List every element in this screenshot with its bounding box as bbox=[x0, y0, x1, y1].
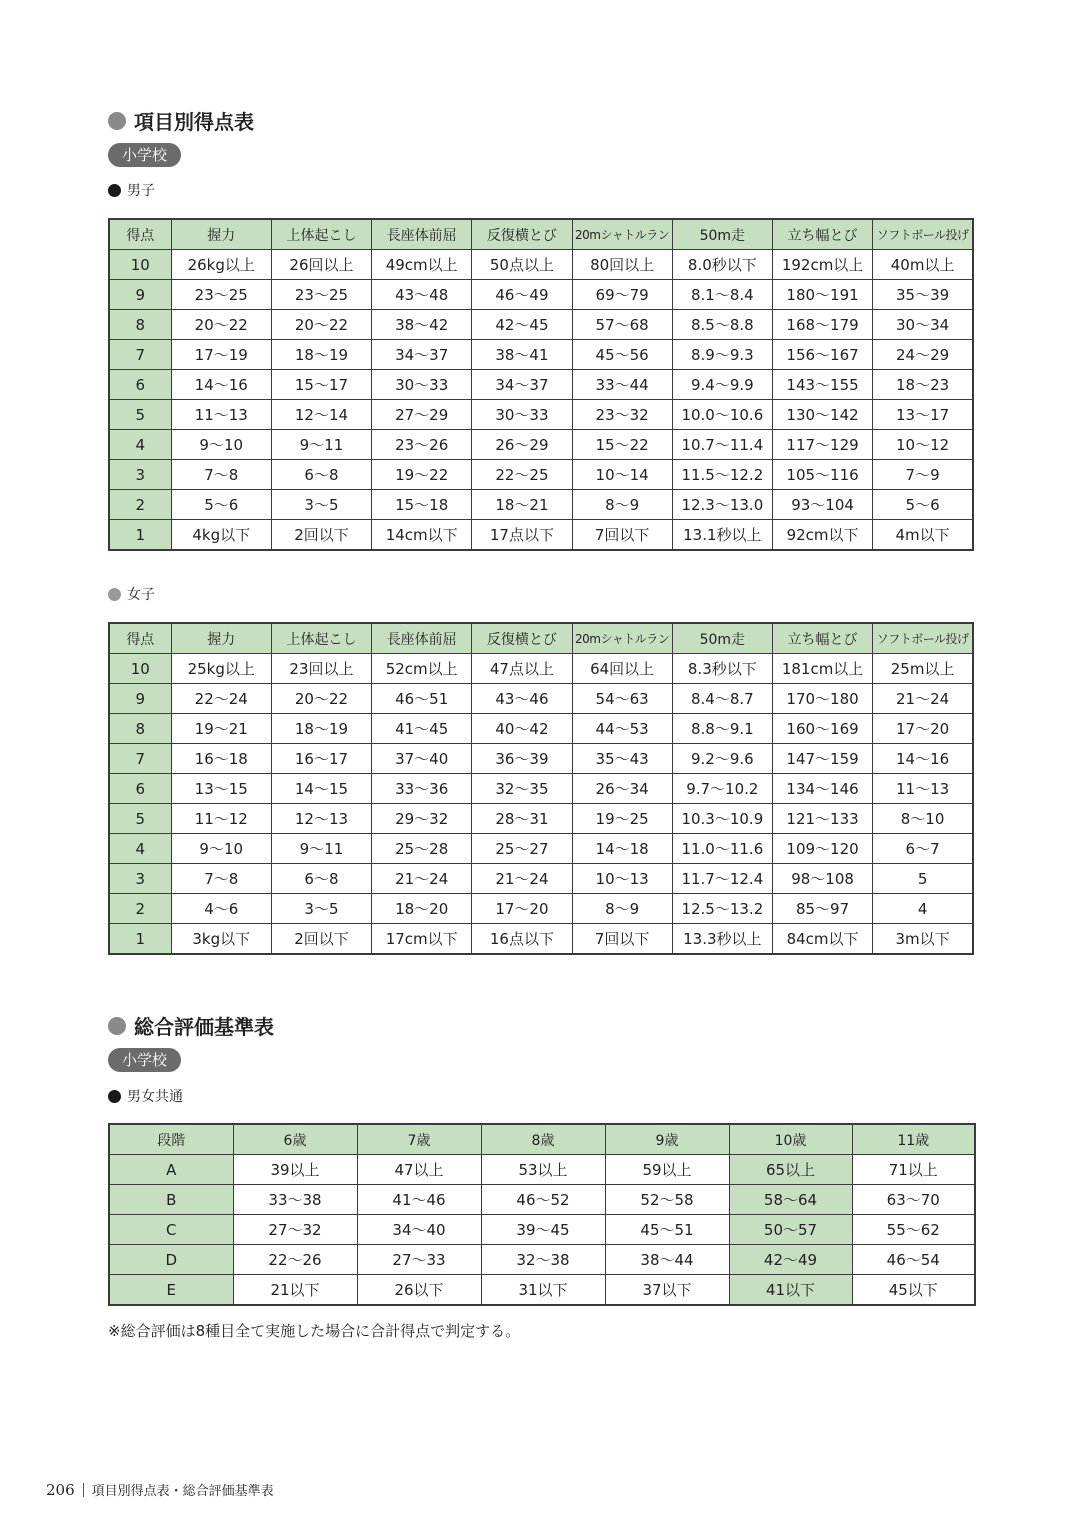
table-cell: 8〜10 bbox=[873, 804, 973, 834]
bullet-icon bbox=[108, 1090, 121, 1103]
row-label-cell: 7 bbox=[109, 744, 171, 774]
table-cell: 17点以下 bbox=[472, 520, 572, 551]
table-cell: 35〜39 bbox=[873, 280, 973, 310]
row-label-cell: 6 bbox=[109, 774, 171, 804]
row-label-cell: 4 bbox=[109, 834, 171, 864]
table-row bbox=[109, 520, 973, 551]
table-cell: 9.4〜9.9 bbox=[672, 370, 772, 400]
row-label-cell: 5 bbox=[109, 804, 171, 834]
bullet-icon bbox=[108, 588, 121, 601]
header-cell: 握力 bbox=[171, 219, 271, 250]
table-cell: 69〜79 bbox=[572, 280, 672, 310]
table-cell: 71以上 bbox=[852, 1155, 975, 1185]
header-cell: ソフトボール投げ bbox=[873, 219, 973, 250]
header-cell: 9歳 bbox=[605, 1124, 729, 1155]
table-row bbox=[109, 400, 973, 430]
row-label-cell: 3 bbox=[109, 864, 171, 894]
girls-label-text: 女子 bbox=[127, 587, 155, 603]
header-cell: 立ち幅とび bbox=[772, 219, 872, 250]
table-cell: 80回以上 bbox=[572, 250, 672, 280]
evaluation-table bbox=[108, 1123, 976, 1306]
table-cell: 36〜39 bbox=[472, 744, 572, 774]
table-row bbox=[109, 370, 973, 400]
table-cell: 30〜34 bbox=[873, 310, 973, 340]
girls-score-table bbox=[108, 622, 974, 955]
table-cell: 2回以下 bbox=[271, 520, 371, 551]
table-row bbox=[109, 834, 973, 864]
table-cell: 21〜24 bbox=[372, 864, 472, 894]
table-cell: 25〜28 bbox=[372, 834, 472, 864]
table-cell: 42〜45 bbox=[472, 310, 572, 340]
table-cell: 147〜159 bbox=[772, 744, 872, 774]
table-cell: 180〜191 bbox=[772, 280, 872, 310]
header-cell: ソフトボール投げ bbox=[873, 623, 973, 654]
table-cell: 27〜29 bbox=[372, 400, 472, 430]
table-cell: 64回以上 bbox=[572, 654, 672, 684]
table-cell: 21〜24 bbox=[873, 684, 973, 714]
table-cell: 46〜51 bbox=[372, 684, 472, 714]
header-cell: 11歳 bbox=[852, 1124, 975, 1155]
table-cell: 5〜6 bbox=[171, 490, 271, 520]
table-cell: 3m以下 bbox=[873, 924, 973, 955]
table-cell: 192cm以上 bbox=[772, 250, 872, 280]
section-title-evaluation bbox=[108, 1011, 274, 1040]
table-cell: 7〜9 bbox=[873, 460, 973, 490]
row-label-cell: 8 bbox=[109, 310, 171, 340]
table-cell: 13〜17 bbox=[873, 400, 973, 430]
boys-score-table bbox=[108, 218, 974, 551]
table-cell: 50点以上 bbox=[472, 250, 572, 280]
table-cell: 8.5〜8.8 bbox=[672, 310, 772, 340]
table-cell: 98〜108 bbox=[772, 864, 872, 894]
table-cell: 50〜57 bbox=[729, 1215, 852, 1245]
table-cell: 23〜25 bbox=[171, 280, 271, 310]
table-cell: 30〜33 bbox=[372, 370, 472, 400]
table-cell: 5〜6 bbox=[873, 490, 973, 520]
table-cell: 47点以上 bbox=[472, 654, 572, 684]
table-cell: 30〜33 bbox=[472, 400, 572, 430]
table-cell: 24〜29 bbox=[873, 340, 973, 370]
table-cell: 7回以下 bbox=[572, 520, 672, 551]
table-cell: 11〜13 bbox=[873, 774, 973, 804]
table-cell: 7〜8 bbox=[171, 864, 271, 894]
school-badge: 小学校 bbox=[108, 143, 181, 167]
table-cell: 19〜21 bbox=[171, 714, 271, 744]
table-cell: 28〜31 bbox=[472, 804, 572, 834]
table-cell: 10.7〜11.4 bbox=[672, 430, 772, 460]
table-row bbox=[109, 430, 973, 460]
table-cell: 46〜49 bbox=[472, 280, 572, 310]
boys-label-text: 男子 bbox=[127, 183, 155, 199]
header-cell: 50m走 bbox=[672, 623, 772, 654]
table-header-row bbox=[109, 1124, 975, 1155]
table-cell: 11.5〜12.2 bbox=[672, 460, 772, 490]
table-cell: 58〜64 bbox=[729, 1185, 852, 1215]
table-cell: 23〜26 bbox=[372, 430, 472, 460]
section-title-scores bbox=[108, 106, 254, 135]
table-cell: 3kg以下 bbox=[171, 924, 271, 955]
table-row bbox=[109, 250, 973, 280]
table-cell: 46〜54 bbox=[852, 1245, 975, 1275]
table-cell: 10.0〜10.6 bbox=[672, 400, 772, 430]
table-cell: 40m以上 bbox=[873, 250, 973, 280]
table-cell: 168〜179 bbox=[772, 310, 872, 340]
table-cell: 143〜155 bbox=[772, 370, 872, 400]
table-cell: 9〜10 bbox=[171, 834, 271, 864]
table-cell: 14〜18 bbox=[572, 834, 672, 864]
table-cell: 12.3〜13.0 bbox=[672, 490, 772, 520]
header-cell: 段階 bbox=[109, 1124, 233, 1155]
table-cell: 134〜146 bbox=[772, 774, 872, 804]
table-cell: 19〜22 bbox=[372, 460, 472, 490]
table-cell: 57〜68 bbox=[572, 310, 672, 340]
table-cell: 22〜26 bbox=[233, 1245, 357, 1275]
header-cell: 7歳 bbox=[357, 1124, 481, 1155]
header-cell: 得点 bbox=[109, 219, 171, 250]
table-cell: 14〜16 bbox=[873, 744, 973, 774]
header-cell: 立ち幅とび bbox=[772, 623, 872, 654]
table-cell: 22〜24 bbox=[171, 684, 271, 714]
table-cell: 20〜22 bbox=[271, 310, 371, 340]
table-cell: 8.0秒以下 bbox=[672, 250, 772, 280]
table-cell: 23〜25 bbox=[271, 280, 371, 310]
table-row bbox=[109, 684, 973, 714]
table-cell: 32〜38 bbox=[481, 1245, 605, 1275]
table-cell: 37以下 bbox=[605, 1275, 729, 1306]
header-cell: 10歳 bbox=[729, 1124, 852, 1155]
table-cell: 8.3秒以下 bbox=[672, 654, 772, 684]
table-cell: 3〜5 bbox=[271, 894, 371, 924]
table-cell: 25m以上 bbox=[873, 654, 973, 684]
table-cell: 130〜142 bbox=[772, 400, 872, 430]
table-cell: 13.3秒以上 bbox=[672, 924, 772, 955]
table-cell: 22〜25 bbox=[472, 460, 572, 490]
table-cell: 33〜44 bbox=[572, 370, 672, 400]
table-cell: 160〜169 bbox=[772, 714, 872, 744]
table-cell: 26〜29 bbox=[472, 430, 572, 460]
table-cell: 46〜52 bbox=[481, 1185, 605, 1215]
table-cell: 29〜32 bbox=[372, 804, 472, 834]
table-cell: 12〜14 bbox=[271, 400, 371, 430]
bullet-icon bbox=[108, 1017, 126, 1035]
table-row bbox=[109, 894, 973, 924]
table-cell: 8.9〜9.3 bbox=[672, 340, 772, 370]
table-cell: 27〜33 bbox=[357, 1245, 481, 1275]
table-row bbox=[109, 1215, 975, 1245]
table-cell: 9〜10 bbox=[171, 430, 271, 460]
row-label-cell: 7 bbox=[109, 340, 171, 370]
header-cell: 長座体前屈 bbox=[372, 219, 472, 250]
table-row bbox=[109, 1185, 975, 1215]
header-cell: 上体起こし bbox=[271, 219, 371, 250]
row-label-cell: 10 bbox=[109, 250, 171, 280]
table-row bbox=[109, 1275, 975, 1306]
table-cell: 84cm以下 bbox=[772, 924, 872, 955]
header-cell: 上体起こし bbox=[271, 623, 371, 654]
table-cell: 9〜11 bbox=[271, 834, 371, 864]
table-cell: 4m以下 bbox=[873, 520, 973, 551]
table-cell: 21〜24 bbox=[472, 864, 572, 894]
bullet-icon bbox=[108, 184, 121, 197]
table-cell: 65以上 bbox=[729, 1155, 852, 1185]
table-cell: 44〜53 bbox=[572, 714, 672, 744]
table-cell: 92cm以下 bbox=[772, 520, 872, 551]
table-cell: 52〜58 bbox=[605, 1185, 729, 1215]
table-cell: 7回以下 bbox=[572, 924, 672, 955]
table-cell: 85〜97 bbox=[772, 894, 872, 924]
table-row bbox=[109, 774, 973, 804]
table-cell: 8.8〜9.1 bbox=[672, 714, 772, 744]
table-cell: 170〜180 bbox=[772, 684, 872, 714]
table-cell: 8〜9 bbox=[572, 894, 672, 924]
table-cell: 14〜15 bbox=[271, 774, 371, 804]
table-cell: 52cm以上 bbox=[372, 654, 472, 684]
table-cell: 42〜49 bbox=[729, 1245, 852, 1275]
row-label-cell: 2 bbox=[109, 490, 171, 520]
table-cell: 10〜13 bbox=[572, 864, 672, 894]
table-cell: 33〜38 bbox=[233, 1185, 357, 1215]
table-cell: 9.7〜10.2 bbox=[672, 774, 772, 804]
footer-title: 項目別得点表・総合評価基準表 bbox=[91, 1484, 274, 1499]
table-cell: 15〜18 bbox=[372, 490, 472, 520]
row-label-cell: B bbox=[109, 1185, 233, 1215]
table-cell: 17cm以下 bbox=[372, 924, 472, 955]
table-cell: 12〜13 bbox=[271, 804, 371, 834]
table-row bbox=[109, 340, 973, 370]
header-cell: 8歳 bbox=[481, 1124, 605, 1155]
table-cell: 34〜37 bbox=[472, 370, 572, 400]
table-row bbox=[109, 714, 973, 744]
table-cell: 40〜42 bbox=[472, 714, 572, 744]
table-cell: 13.1秒以上 bbox=[672, 520, 772, 551]
table-cell: 26以下 bbox=[357, 1275, 481, 1306]
table-cell: 33〜36 bbox=[372, 774, 472, 804]
table-cell: 14cm以下 bbox=[372, 520, 472, 551]
table-cell: 109〜120 bbox=[772, 834, 872, 864]
table-cell: 43〜46 bbox=[472, 684, 572, 714]
table-cell: 6〜7 bbox=[873, 834, 973, 864]
table-cell: 10〜14 bbox=[572, 460, 672, 490]
table-cell: 93〜104 bbox=[772, 490, 872, 520]
table-cell: 45〜56 bbox=[572, 340, 672, 370]
table-cell: 13〜15 bbox=[171, 774, 271, 804]
header-cell: 6歳 bbox=[233, 1124, 357, 1155]
table-cell: 47以上 bbox=[357, 1155, 481, 1185]
table-cell: 43〜48 bbox=[372, 280, 472, 310]
table-cell: 17〜20 bbox=[472, 894, 572, 924]
row-label-cell: C bbox=[109, 1215, 233, 1245]
table-row bbox=[109, 804, 973, 834]
header-cell: 握力 bbox=[171, 623, 271, 654]
page-number: 206 bbox=[46, 1480, 75, 1499]
table-cell: 26〜34 bbox=[572, 774, 672, 804]
table-cell: 26回以上 bbox=[271, 250, 371, 280]
bullet-icon bbox=[108, 112, 126, 130]
table-cell: 8.4〜8.7 bbox=[672, 684, 772, 714]
row-label-cell: 6 bbox=[109, 370, 171, 400]
row-label-cell: A bbox=[109, 1155, 233, 1185]
table-cell: 18〜20 bbox=[372, 894, 472, 924]
table-cell: 11.0〜11.6 bbox=[672, 834, 772, 864]
table-header-row bbox=[109, 219, 973, 250]
table-cell: 38〜44 bbox=[605, 1245, 729, 1275]
table-cell: 32〜35 bbox=[472, 774, 572, 804]
header-cell: 反復横とび bbox=[472, 219, 572, 250]
table-cell: 45以下 bbox=[852, 1275, 975, 1306]
table-cell: 55〜62 bbox=[852, 1215, 975, 1245]
table-cell: 19〜25 bbox=[572, 804, 672, 834]
row-label-cell: 9 bbox=[109, 684, 171, 714]
boys-table-body bbox=[109, 250, 973, 551]
table-cell: 34〜40 bbox=[357, 1215, 481, 1245]
row-label-cell: D bbox=[109, 1245, 233, 1275]
row-label-cell: 9 bbox=[109, 280, 171, 310]
table-cell: 17〜19 bbox=[171, 340, 271, 370]
table-cell: 4 bbox=[873, 894, 973, 924]
table-cell: 26kg以上 bbox=[171, 250, 271, 280]
table-cell: 2回以下 bbox=[271, 924, 371, 955]
header-cell: 20mシャトルラン bbox=[572, 623, 672, 654]
table-cell: 181cm以上 bbox=[772, 654, 872, 684]
evaluation-note: ※総合評価は8種目全て実施した場合に合計得点で判定する。 bbox=[108, 1322, 521, 1340]
table-cell: 9〜11 bbox=[271, 430, 371, 460]
table-cell: 59以上 bbox=[605, 1155, 729, 1185]
section-title-text: 総合評価基準表 bbox=[134, 1015, 274, 1039]
table-cell: 5 bbox=[873, 864, 973, 894]
page-footer bbox=[46, 1480, 274, 1499]
table-row bbox=[109, 924, 973, 955]
table-cell: 38〜42 bbox=[372, 310, 472, 340]
school-badge: 小学校 bbox=[108, 1048, 181, 1072]
table-cell: 6〜8 bbox=[271, 864, 371, 894]
table-cell: 41以下 bbox=[729, 1275, 852, 1306]
table-cell: 156〜167 bbox=[772, 340, 872, 370]
table-cell: 18〜23 bbox=[873, 370, 973, 400]
table-cell: 121〜133 bbox=[772, 804, 872, 834]
table-cell: 15〜22 bbox=[572, 430, 672, 460]
table-cell: 41〜45 bbox=[372, 714, 472, 744]
row-label-cell: 2 bbox=[109, 894, 171, 924]
row-label-cell: 10 bbox=[109, 654, 171, 684]
table-cell: 23〜32 bbox=[572, 400, 672, 430]
table-cell: 39以上 bbox=[233, 1155, 357, 1185]
table-cell: 49cm以上 bbox=[372, 250, 472, 280]
row-label-cell: 3 bbox=[109, 460, 171, 490]
table-cell: 15〜17 bbox=[271, 370, 371, 400]
table-cell: 11.7〜12.4 bbox=[672, 864, 772, 894]
table-cell: 7〜8 bbox=[171, 460, 271, 490]
boys-label bbox=[108, 180, 155, 200]
table-cell: 4kg以下 bbox=[171, 520, 271, 551]
table-row bbox=[109, 1155, 975, 1185]
table-cell: 35〜43 bbox=[572, 744, 672, 774]
table-cell: 27〜32 bbox=[233, 1215, 357, 1245]
table-cell: 25〜27 bbox=[472, 834, 572, 864]
table-cell: 16〜18 bbox=[171, 744, 271, 774]
header-cell: 20mシャトルラン bbox=[572, 219, 672, 250]
table-cell: 31以下 bbox=[481, 1275, 605, 1306]
row-label-cell: E bbox=[109, 1275, 233, 1306]
girls-table-body bbox=[109, 654, 973, 955]
table-row bbox=[109, 490, 973, 520]
row-label-cell: 5 bbox=[109, 400, 171, 430]
table-cell: 18〜19 bbox=[271, 340, 371, 370]
table-cell: 18〜21 bbox=[472, 490, 572, 520]
table-cell: 34〜37 bbox=[372, 340, 472, 370]
table-cell: 9.2〜9.6 bbox=[672, 744, 772, 774]
table-cell: 53以上 bbox=[481, 1155, 605, 1185]
table-cell: 45〜51 bbox=[605, 1215, 729, 1245]
common-label-text: 男女共通 bbox=[127, 1089, 183, 1105]
table-cell: 10.3〜10.9 bbox=[672, 804, 772, 834]
table-cell: 21以下 bbox=[233, 1275, 357, 1306]
table-cell: 10〜12 bbox=[873, 430, 973, 460]
table-row bbox=[109, 744, 973, 774]
table-row bbox=[109, 280, 973, 310]
table-row bbox=[109, 654, 973, 684]
row-label-cell: 1 bbox=[109, 520, 171, 551]
table-cell: 20〜22 bbox=[271, 684, 371, 714]
header-cell: 反復横とび bbox=[472, 623, 572, 654]
table-cell: 23回以上 bbox=[271, 654, 371, 684]
table-cell: 11〜12 bbox=[171, 804, 271, 834]
table-row bbox=[109, 460, 973, 490]
common-label bbox=[108, 1086, 183, 1106]
table-cell: 6〜8 bbox=[271, 460, 371, 490]
evaluation-table-body bbox=[109, 1155, 975, 1306]
table-cell: 4〜6 bbox=[171, 894, 271, 924]
table-header-row bbox=[109, 623, 973, 654]
table-row bbox=[109, 310, 973, 340]
table-cell: 105〜116 bbox=[772, 460, 872, 490]
header-cell: 長座体前屈 bbox=[372, 623, 472, 654]
table-cell: 16点以下 bbox=[472, 924, 572, 955]
header-cell: 50m走 bbox=[672, 219, 772, 250]
row-label-cell: 8 bbox=[109, 714, 171, 744]
table-cell: 54〜63 bbox=[572, 684, 672, 714]
table-cell: 17〜20 bbox=[873, 714, 973, 744]
table-cell: 117〜129 bbox=[772, 430, 872, 460]
table-cell: 20〜22 bbox=[171, 310, 271, 340]
table-cell: 18〜19 bbox=[271, 714, 371, 744]
table-cell: 38〜41 bbox=[472, 340, 572, 370]
footer-divider bbox=[83, 1483, 84, 1497]
table-cell: 39〜45 bbox=[481, 1215, 605, 1245]
table-cell: 25kg以上 bbox=[171, 654, 271, 684]
table-cell: 11〜13 bbox=[171, 400, 271, 430]
table-row bbox=[109, 864, 973, 894]
header-cell: 得点 bbox=[109, 623, 171, 654]
table-cell: 63〜70 bbox=[852, 1185, 975, 1215]
table-cell: 8.1〜8.4 bbox=[672, 280, 772, 310]
table-cell: 14〜16 bbox=[171, 370, 271, 400]
row-label-cell: 4 bbox=[109, 430, 171, 460]
table-cell: 16〜17 bbox=[271, 744, 371, 774]
row-label-cell: 1 bbox=[109, 924, 171, 955]
table-cell: 3〜5 bbox=[271, 490, 371, 520]
table-cell: 37〜40 bbox=[372, 744, 472, 774]
girls-label bbox=[108, 584, 155, 604]
table-cell: 12.5〜13.2 bbox=[672, 894, 772, 924]
table-cell: 41〜46 bbox=[357, 1185, 481, 1215]
section-title-text: 項目別得点表 bbox=[134, 110, 254, 134]
table-cell: 8〜9 bbox=[572, 490, 672, 520]
table-row bbox=[109, 1245, 975, 1275]
